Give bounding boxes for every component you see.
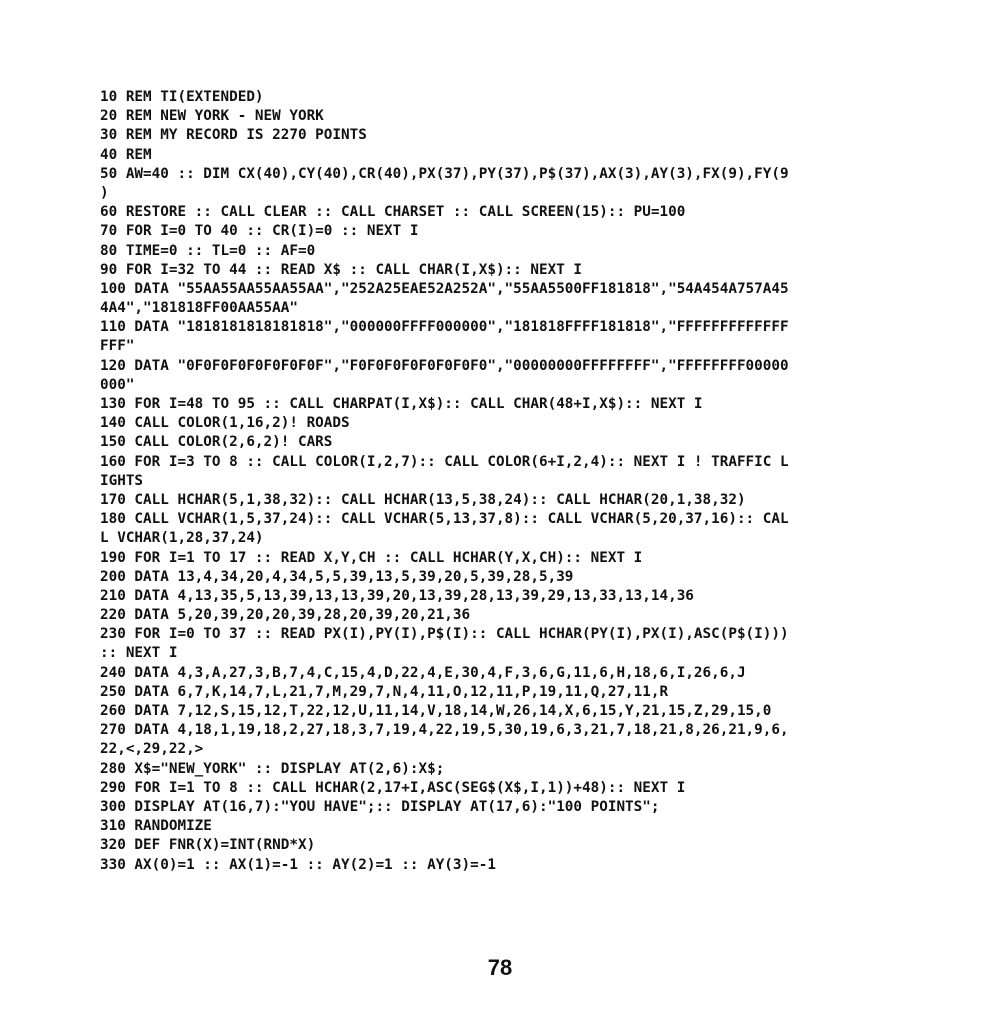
code-line: 30 REM MY RECORD IS 2270 POINTS bbox=[100, 127, 367, 144]
code-line: 100 DATA "55AA55AA55AA55AA","252A25EAE52A252A","55AA5500FF181818","54A454A757A45 bbox=[100, 280, 789, 297]
code-line: 200 DATA 13,4,34,20,4,34,5,5,39,13,5,39,20,5,39,28,5,39 bbox=[100, 568, 574, 585]
code-line: 170 CALL HCHAR(5,1,38,32):: CALL HCHAR(13,5,38,24):: CALL HCHAR(20,1,38,32) bbox=[100, 491, 746, 508]
code-line: 290 FOR I=1 TO 8 :: CALL HCHAR(2,17+I,ASC(SEG$(X$,I,1))+48):: NEXT I bbox=[100, 779, 686, 796]
code-line: L VCHAR(1,28,37,24) bbox=[100, 530, 264, 547]
code-line: :: NEXT I bbox=[100, 645, 178, 662]
code-line: 330 AX(0)=1 :: AX(1)=-1 :: AY(2)=1 :: AY(3)=-1 bbox=[100, 856, 496, 873]
code-line: 300 DISPLAY AT(16,7):"YOU HAVE";:: DISPLAY AT(17,6):"100 POINTS"; bbox=[100, 798, 660, 815]
code-line: 280 X$="NEW_YORK" :: DISPLAY AT(2,6):X$; bbox=[100, 760, 445, 777]
code-line: 260 DATA 7,12,S,15,12,T,22,12,U,11,14,V,18,14,W,26,14,X,6,15,Y,21,15,Z,29,15,0 bbox=[100, 703, 772, 719]
code-line: 20 REM NEW YORK - NEW YORK bbox=[100, 108, 324, 125]
code-line: 180 CALL VCHAR(1,5,37,24):: CALL VCHAR(5,13,37,8):: CALL VCHAR(5,20,37,16):: CAL bbox=[100, 511, 789, 528]
code-line: 310 RANDOMIZE bbox=[100, 818, 212, 835]
code-line: 22,<,29,22,> bbox=[100, 741, 204, 758]
code-line: 270 DATA 4,18,1,19,18,2,27,18,3,7,19,4,22,19,5,30,19,6,3,21,7,18,21,8,26,21,9,6, bbox=[100, 722, 789, 739]
code-line: IGHTS bbox=[100, 472, 144, 489]
code-line: 50 AW=40 :: DIM CX(40),CY(40),CR(40),PX(37),PY(37),P$(37),AX(3),AY(3),FX(9),FY(9 bbox=[100, 165, 789, 182]
code-line: FFF" bbox=[100, 338, 135, 355]
code-line: 230 FOR I=0 TO 37 :: READ PX(I),PY(I),P$(I):: CALL HCHAR(PY(I),PX(I),ASC(P$(I))) bbox=[100, 626, 789, 643]
page-number: 78 bbox=[487, 955, 513, 980]
code-line bbox=[100, 894, 960, 913]
code-line: 320 DEF FNR(X)=INT(RND*X) bbox=[100, 837, 316, 854]
code-line: 240 DATA 4,3,A,27,3,B,7,4,C,15,4,D,22,4,E,30,4,F,3,6,G,11,6,H,18,6,I,26,6,J bbox=[100, 664, 746, 681]
code-line: 120 DATA "0F0F0F0F0F0F0F0F","F0F0F0F0F0F0F0F0","00000000FFFFFFFF","FFFFFFFF00000 bbox=[100, 357, 789, 374]
code-line: 40 REM bbox=[100, 146, 152, 163]
code-line: 130 FOR I=48 TO 95 :: CALL CHARPAT(I,X$):: CALL CHAR(48+I,X$):: NEXT I bbox=[100, 396, 703, 412]
code-line: 10 REM TI(EXTENDED) bbox=[100, 89, 264, 105]
code-line: 000" bbox=[100, 376, 135, 393]
code-line: 4A4","181818FF00AA55AA" bbox=[100, 300, 298, 317]
code-line: 70 FOR I=0 TO 40 :: CR(I)=0 :: NEXT I bbox=[100, 223, 419, 240]
code-line: 160 FOR I=3 TO 8 :: CALL COLOR(I,2,7):: CALL COLOR(6+I,2,4):: NEXT I ! TRAFFIC L bbox=[100, 453, 789, 470]
code-line bbox=[100, 875, 960, 894]
code-line: 150 CALL COLOR(2,6,2)! CARS bbox=[100, 434, 333, 451]
code-line: 80 TIME=0 :: TL=0 :: AF=0 bbox=[100, 242, 316, 259]
code-line: 210 DATA 4,13,35,5,13,39,13,13,39,20,13,39,28,13,39,29,13,33,13,14,36 bbox=[100, 587, 694, 604]
code-line: 250 DATA 6,7,K,14,7,L,21,7,M,29,7,N,4,11,O,12,11,P,19,11,Q,27,11,R bbox=[100, 683, 669, 700]
code-line: 60 RESTORE :: CALL CLEAR :: CALL CHARSET :: CALL SCREEN(15):: PU=100 bbox=[100, 204, 686, 221]
code-line: ) bbox=[100, 184, 109, 201]
basic-listing bbox=[100, 88, 960, 913]
code-line: 220 DATA 5,20,39,20,20,39,28,20,39,20,21,36 bbox=[100, 607, 471, 624]
code-line: 190 FOR I=1 TO 17 :: READ X,Y,CH :: CALL HCHAR(Y,X,CH):: NEXT I bbox=[100, 549, 643, 566]
code-line: 110 DATA "1818181818181818","000000FFFF000000","181818FFFF181818","FFFFFFFFFFFFF bbox=[100, 319, 789, 336]
code-line: 90 FOR I=32 TO 44 :: READ X$ :: CALL CHAR(I,X$):: NEXT I bbox=[100, 261, 583, 278]
code-line: 140 CALL COLOR(1,16,2)! ROADS bbox=[100, 415, 350, 432]
